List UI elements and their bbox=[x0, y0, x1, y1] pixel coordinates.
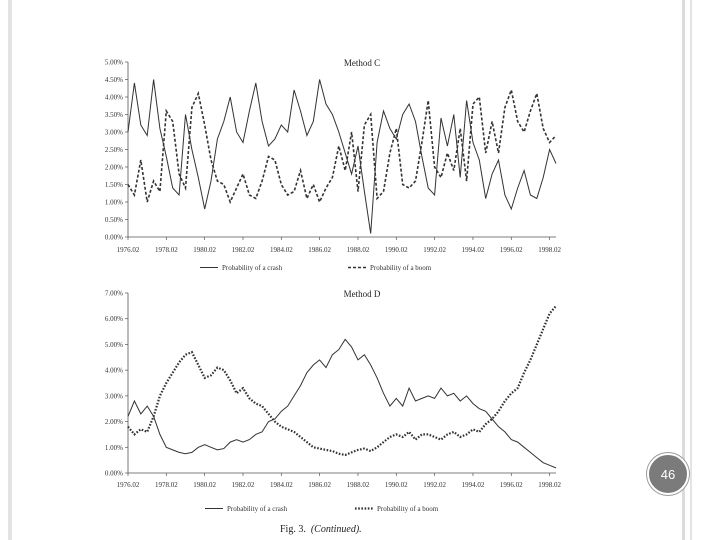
chart-1-y-tick-label: 5.00% bbox=[104, 58, 123, 67]
chart-1-x-tick-label: 1984.02 bbox=[269, 246, 293, 254]
chart-2-x-tick-label: 1990.02 bbox=[384, 481, 408, 489]
chart-1-y-tick-label: 0.50% bbox=[104, 216, 123, 224]
chart-2-y-tick-label: 2.00% bbox=[104, 418, 123, 427]
chart-1-y-tick-label: 2.50% bbox=[104, 146, 123, 154]
chart-1-x-tick-label: 1996.02 bbox=[499, 246, 523, 254]
chart-1-x-tick-label: 1988.02 bbox=[346, 246, 370, 254]
chart-2-y-tick-label: 0.00% bbox=[104, 469, 123, 478]
chart-1-x-tick-label: 1976.02 bbox=[116, 246, 140, 254]
chart-2-y-tick-label: 6.00% bbox=[104, 315, 123, 324]
chart-1-x-tick-label: 1980.02 bbox=[193, 246, 217, 254]
caption-text: (Continued). bbox=[310, 524, 362, 535]
chart-1-x-tick-label: 1986.02 bbox=[308, 246, 332, 254]
chart-2-x-tick-label: 1984.02 bbox=[269, 481, 293, 489]
chart-1-y-tick-label: 4.50% bbox=[104, 76, 123, 84]
chart-1-x-tick-label: 1992.02 bbox=[423, 246, 447, 254]
chart-1-legend-label-crash: Probability of a crash bbox=[222, 264, 283, 272]
chart-2-x-tick-label: 1976.02 bbox=[116, 481, 140, 489]
chart-2-y-tick-label: 4.00% bbox=[104, 366, 123, 375]
chart-2-title: Method D bbox=[343, 289, 381, 299]
chart-2-legend-label-boom: Probability of a boom bbox=[377, 505, 439, 513]
chart-1-x-tick-label: 1998.02 bbox=[538, 246, 561, 254]
chart-1-series-crash-line bbox=[128, 80, 556, 234]
chart-1-x-tick-label: 1978.02 bbox=[154, 246, 178, 254]
chart-2-y-tick-label: 1.00% bbox=[104, 443, 123, 452]
figure-caption bbox=[280, 524, 362, 535]
chart-1-x-tick-label: 1982.02 bbox=[231, 246, 255, 254]
chart-1-y-tick-label: 4.00% bbox=[104, 93, 123, 102]
chart-1-title: Method C bbox=[343, 58, 381, 68]
chart-1-series-boom-line bbox=[128, 90, 556, 202]
chart-2-legend-label-crash: Probability of a crash bbox=[227, 505, 288, 513]
chart-2-x-tick-label: 1980.02 bbox=[193, 481, 217, 489]
chart-2-x-tick-label: 1994.02 bbox=[461, 481, 485, 489]
chart-2-x-tick-label: 1996.02 bbox=[499, 481, 523, 489]
chart-1-legend-label-boom: Probability of a boom bbox=[370, 264, 432, 272]
chart-2-series-crash-line bbox=[128, 339, 556, 468]
chart-2-x-tick-label: 1998.02 bbox=[538, 481, 561, 489]
chart-2-series-boom-line bbox=[128, 306, 556, 455]
page-number: 46 bbox=[660, 466, 676, 482]
chart-2-y-tick-label: 7.00% bbox=[104, 289, 123, 298]
chart-1-x-tick-label: 1990.02 bbox=[384, 246, 408, 254]
caption-label: Fig. 3. bbox=[280, 524, 306, 535]
chart-1-y-tick-label: 1.50% bbox=[104, 181, 123, 189]
chart-1-y-tick-label: 3.00% bbox=[104, 128, 123, 137]
chart-1-y-tick-label: 3.50% bbox=[104, 111, 123, 119]
chart-2-y-tick-label: 5.00% bbox=[104, 340, 123, 349]
chart-2-x-tick-label: 1978.02 bbox=[154, 481, 178, 489]
chart-2-x-tick-label: 1982.02 bbox=[231, 481, 255, 489]
page-number-badge bbox=[647, 453, 689, 495]
chart-1-y-tick-label: 2.00% bbox=[104, 163, 123, 172]
chart-1-y-tick-label: 0.00% bbox=[104, 233, 123, 242]
chart-2-x-tick-label: 1986.02 bbox=[308, 481, 332, 489]
chart-1-y-tick-label: 1.00% bbox=[104, 198, 123, 207]
chart-2-x-tick-label: 1988.02 bbox=[346, 481, 370, 489]
chart-1-x-tick-label: 1994.02 bbox=[461, 246, 485, 254]
chart-2-x-tick-label: 1992.02 bbox=[423, 481, 447, 489]
chart-2-y-tick-label: 3.00% bbox=[104, 392, 123, 401]
